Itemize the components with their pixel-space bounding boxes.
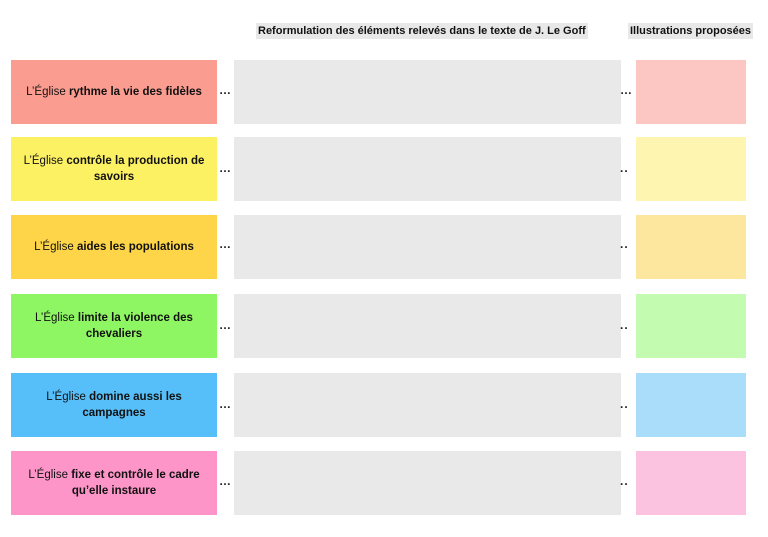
label-prefix: L’Église [23, 155, 67, 167]
dots-left: … [219, 474, 232, 488]
dots-right: .. [620, 237, 629, 251]
table-row-2 [0, 215, 768, 281]
reformulation-box[interactable] [234, 294, 621, 358]
table-row-0 [0, 60, 768, 126]
illustration-box[interactable] [636, 137, 746, 201]
label-prefix: L’Église [35, 312, 78, 324]
row-label [11, 373, 217, 437]
dots-right: .. [620, 161, 629, 175]
row-label [11, 215, 217, 279]
label-emphasis: fixe et contrôle le cadre qu’elle instaure [71, 469, 200, 497]
row-label [11, 60, 217, 124]
illustration-box[interactable] [636, 451, 746, 515]
illustration-box[interactable] [636, 60, 746, 124]
illustration-box[interactable] [636, 215, 746, 279]
label-prefix: L’Église [26, 86, 69, 98]
table-row-5 [0, 451, 768, 517]
table-row-3 [0, 294, 768, 360]
label-emphasis: rythme la vie des fidèles [68, 86, 202, 98]
reformulation-box[interactable] [234, 215, 621, 279]
dots-right: … [620, 83, 633, 97]
label-prefix: L’Église [34, 241, 77, 253]
dots-left: … [219, 83, 232, 97]
row-label [11, 137, 217, 201]
row-label [11, 451, 217, 515]
label-emphasis: limite la violence des chevaliers [77, 312, 193, 340]
label-emphasis: aides les populations [76, 241, 194, 253]
dots-left: … [219, 318, 232, 332]
illustration-box[interactable] [636, 294, 746, 358]
label-prefix: L’Église [46, 391, 90, 403]
reformulation-box[interactable] [234, 451, 621, 515]
header-reformulation: Reformulation des éléments relevés dans le texte de J. Le Goff [258, 25, 586, 37]
dots-right: .. [620, 318, 629, 332]
reformulation-box[interactable] [234, 137, 621, 201]
dots-right: .. [620, 397, 629, 411]
dots-left: … [219, 237, 232, 251]
label-emphasis: contrôle la production de savoirs [66, 155, 205, 183]
row-label [11, 294, 217, 358]
reformulation-box[interactable] [234, 373, 621, 437]
dots-left: … [219, 161, 232, 175]
table-row-4 [0, 373, 768, 439]
header-illustrations: Illustrations proposées [630, 25, 752, 37]
illustration-box[interactable] [636, 373, 746, 437]
label-prefix: L’Église [28, 469, 72, 481]
dots-right: .. [620, 474, 629, 488]
dots-left: … [219, 397, 232, 411]
label-emphasis: domine aussi les campagnes [82, 391, 182, 419]
table-row-1 [0, 137, 768, 203]
reformulation-box[interactable] [234, 60, 621, 124]
